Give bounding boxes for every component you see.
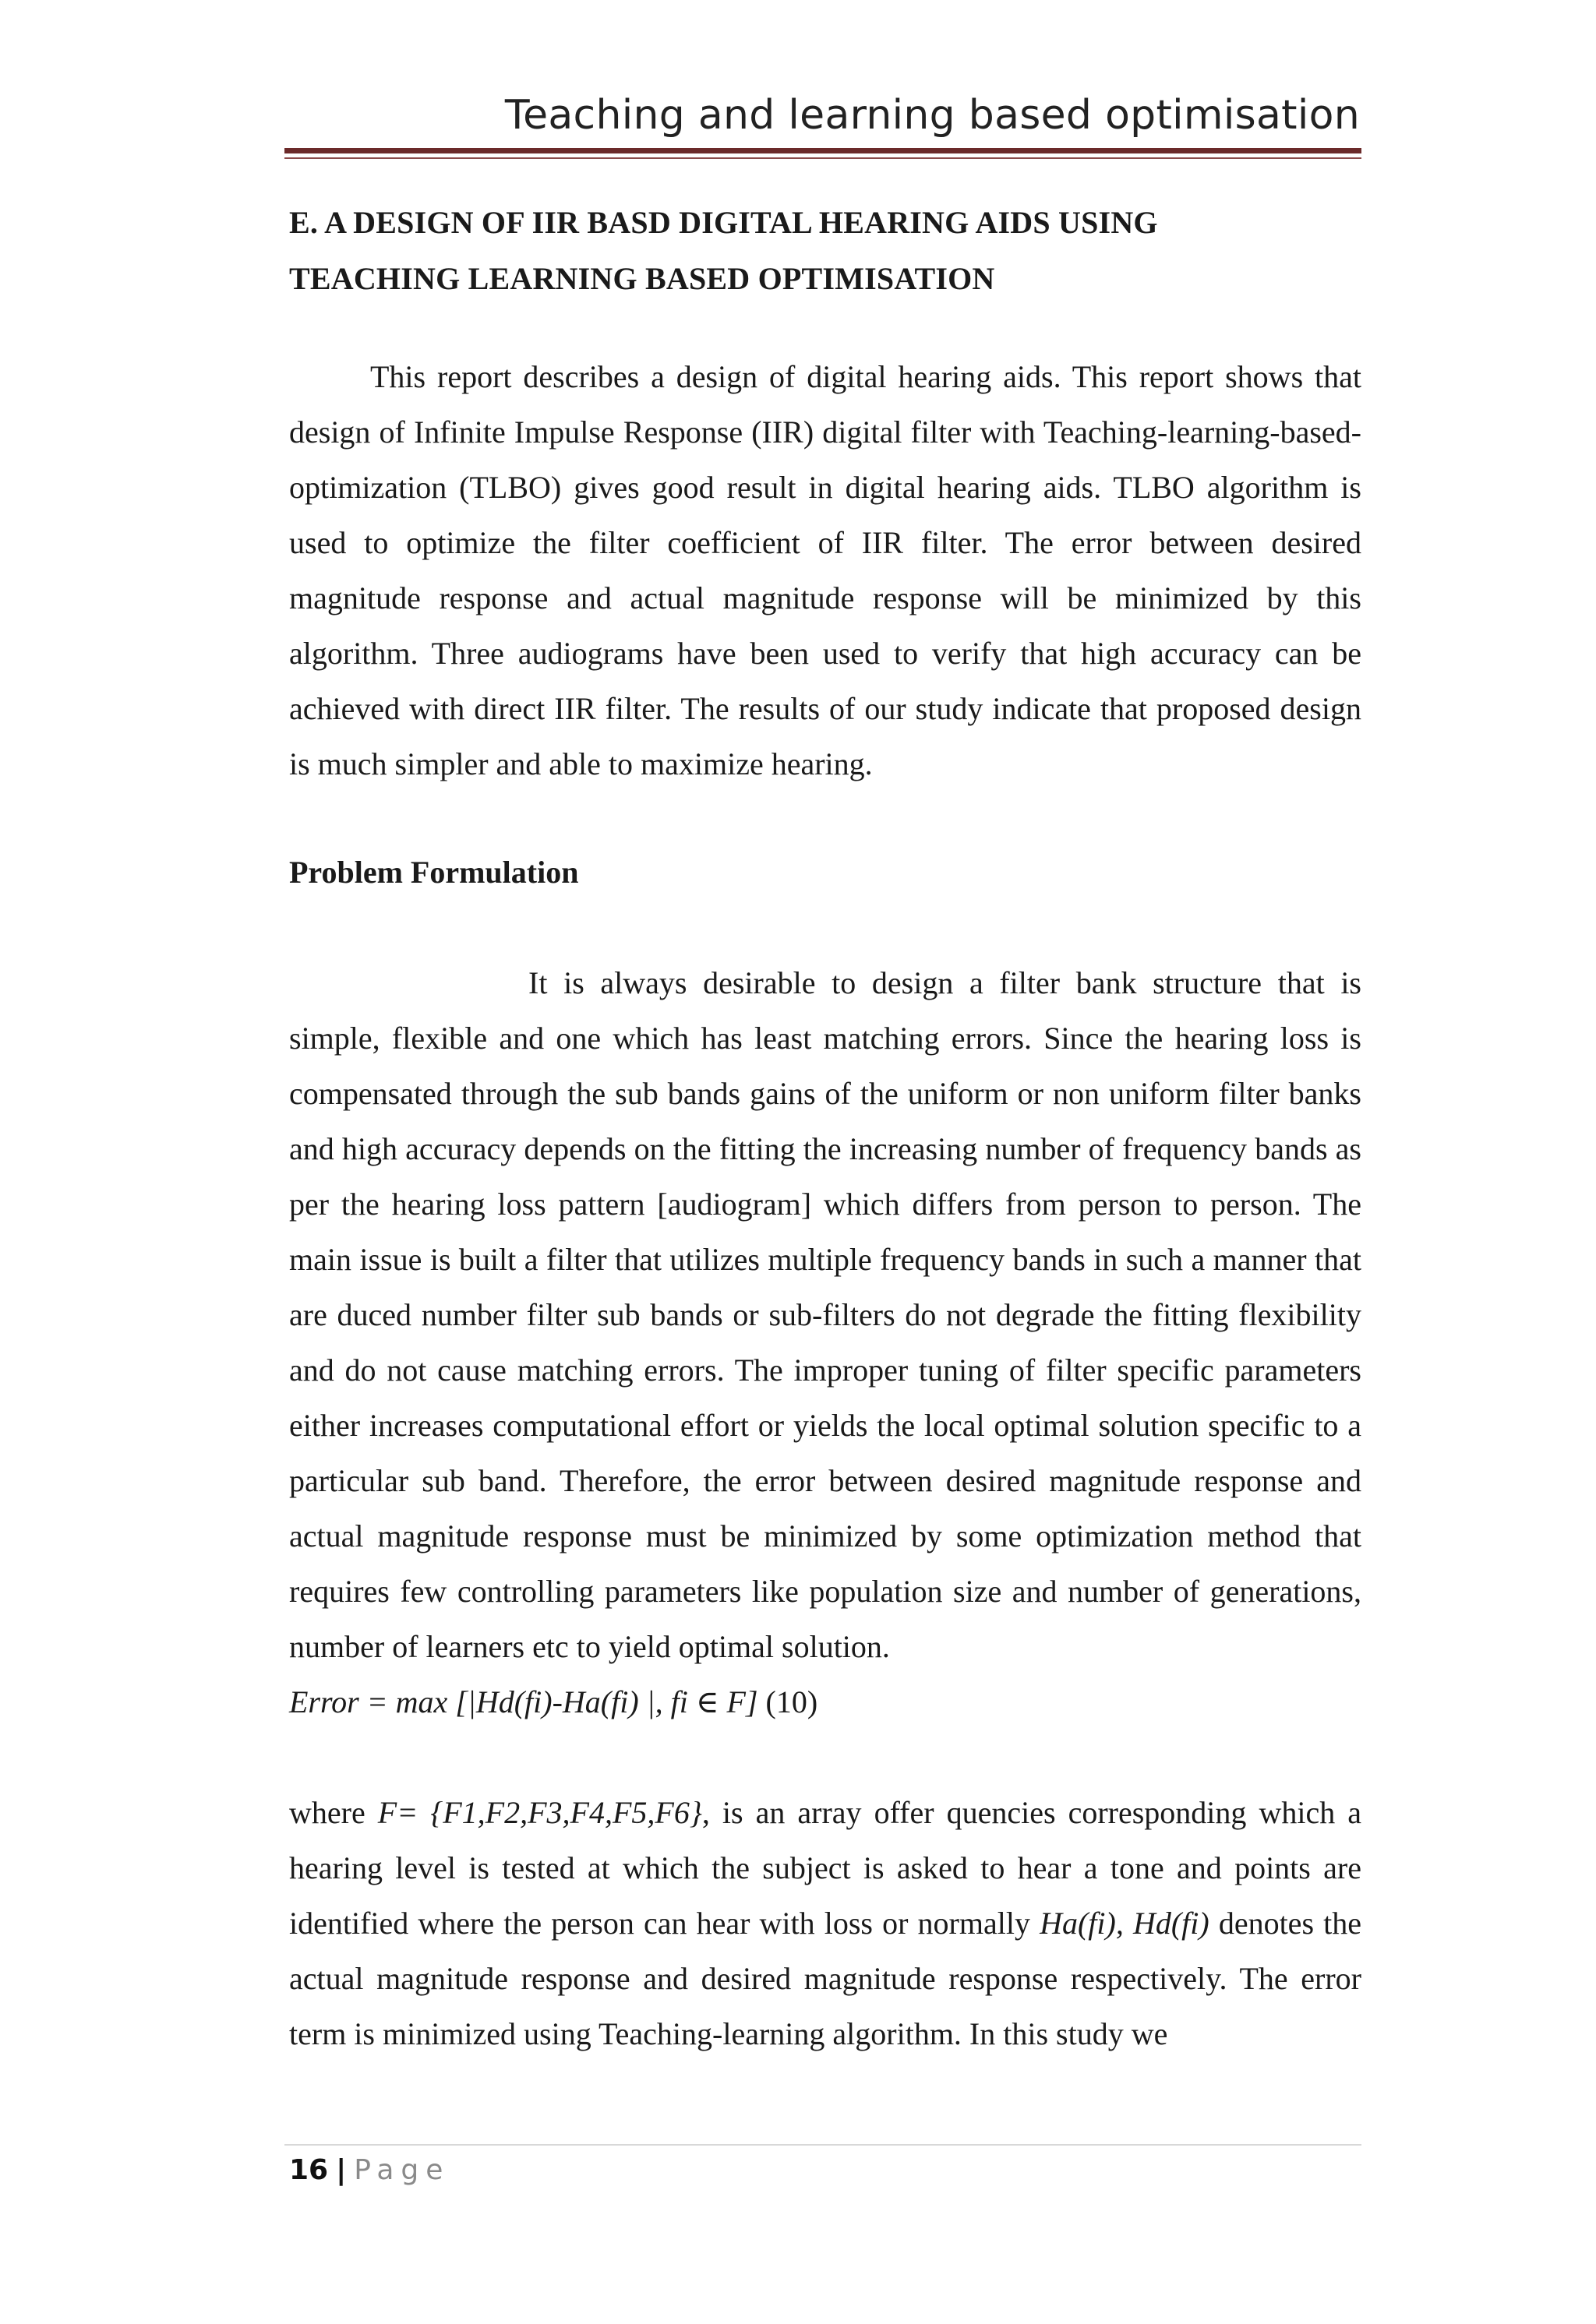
section-title-line-2: TEACHING LEARNING BASED OPTIMISATION xyxy=(289,261,995,296)
page-label: Page xyxy=(354,2154,450,2186)
header-rule-thin xyxy=(284,157,1361,159)
where-middle-text: , is an array offer quencies corresponding which a hearing level is tested at which the subject is asked to hear a tone and points are identified where the person can hear with loss or normally xyxy=(289,1795,1361,1941)
header-rule xyxy=(284,148,1361,153)
where-tail-text: denotes the actual magnitude response and desired magnitude response respectively. The error term is minimized using Teaching-learning algorithm. In this study we xyxy=(289,1906,1361,2051)
page-footer xyxy=(289,2152,450,2189)
response-symbols: Ha(fi), Hd(fi) xyxy=(1040,1906,1209,1941)
equation-number: (10) xyxy=(757,1684,818,1719)
set-expression: F= {F1,F2,F3,F4,F5,F6} xyxy=(377,1795,702,1830)
running-header-title: Teaching and learning based optimisation xyxy=(504,92,1360,139)
footer-rule xyxy=(284,2144,1361,2146)
section-title-line-1: E. A DESIGN OF IIR BASD DIGITAL HEARING AIDS USING xyxy=(289,205,1158,240)
footer-separator: | xyxy=(336,2154,347,2186)
where-lead: where xyxy=(289,1795,378,1830)
error-equation xyxy=(289,1674,1361,1730)
problem-formulation-heading: Problem Formulation xyxy=(289,855,579,890)
page-content xyxy=(289,195,1361,2061)
problem-paragraph: It is always desirable to design a filter bank structure that is simple, flexible and one which has least matching errors. Since the hearing loss is compensated through the sub bands gains of the uniform or non uniform filter banks and high accuracy depends on the fitting the increasing number of frequency bands as per the hearing loss pattern [audiogram] which differs from person to person. The main issue is built a filter that utilizes multiple frequency bands in such a manner that are duced number filter sub bands or sub-filters do not degrade the fitting flexibility and do not cause matching errors. The improper tuning of filter specific parameters either increases computational effort or yields the local optimal solution specific to a particular sub band. Therefore, the error between desired magnitude response and actual magnitude response must be minimized by some optimization method that requires few controlling parameters like population size and number of generations, number of learners etc to yield optimal solution. xyxy=(289,965,1361,1664)
page-number: 16 xyxy=(289,2154,329,2186)
equation-expression: Error = max [|Hd(fi)-Ha(fi) |, fi ∈ F] xyxy=(289,1684,758,1719)
intro-paragraph: This report describes a design of digital hearing aids. This report shows that design of Infinite Impulse Response (IIR) digital filter with Teaching-learning-based-optimization (TLBO) gives good result in digital hearing aids. TLBO algorithm is used to optimize the filter coefficient of IIR filter. The error between desired magnitude response and actual magnitude response will be minimized by this algorithm. Three audiograms have been used to verify that high accuracy can be achieved with direct IIR filter. The results of our study indicate that proposed design is much simpler and able to maximize hearing. xyxy=(289,359,1361,781)
section-title xyxy=(289,195,1361,307)
where-paragraph xyxy=(289,1785,1361,2061)
